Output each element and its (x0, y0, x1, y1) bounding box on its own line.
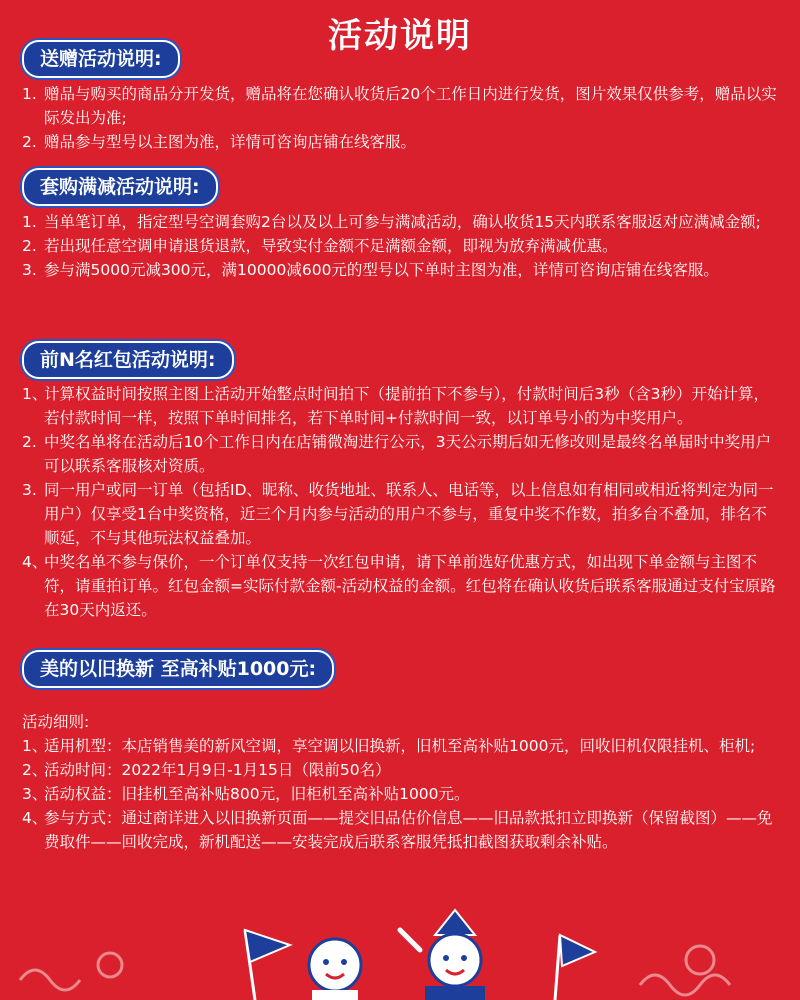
red-packet-rule-2: 2. 中奖名单将在活动后10个工作日内在店铺微淘进行公示，3天公示期后如无修改则是最终名单届时中奖用户可以联系客服核对资质。 (22, 433, 772, 475)
red-packet-body (22, 382, 782, 622)
trade-in-rule-1: 1、 适用机型：本店销售美的新风空调，享空调以旧换新，旧机至高补贴1000元，回收旧机仅限挂机、柜机; (22, 737, 756, 755)
trade-in-heading: 美的以旧换新 至高补贴1000元: (22, 650, 334, 688)
festive-mascot-illustration (0, 890, 800, 1000)
red-packet-heading: 前N名红包活动说明: (22, 341, 234, 379)
red-packet-rule-1: 1、 计算权益时间按照主图上活动开始整点时间拍下（提前拍下不参与），付款时间后3秒（含3秒）开始计算，若付款时间一样，按照下单时间排名，若下单时间+付款时间一致，以订单号小的为中奖用户。 (22, 385, 769, 427)
trade-in-rule-4: 4、 参与方式：通过商详进入以旧换新页面——提交旧品估价信息——旧品款抵扣立即换新（保留截图）——免费取件——回收完成，新机配送——安装完成后联系客服凭抵扣截图获取剩余补贴。 (22, 809, 773, 851)
trade-in-rule-3: 3、 活动权益：旧挂机至高补贴800元，旧柜机至高补贴1000元。 (22, 785, 470, 803)
red-packet-rule-3: 3. 同一用户或同一订单（包括ID、昵称、收货地址、联系人、电话等，以上信息如有相同或相近将判定为同一用户）仅享受1台中奖资格，近三个月内参与活动的用户不参与，重复中奖不作数，拍多台不叠加，排名不顺延，不与其他玩法权益叠加。 (22, 481, 774, 547)
gift-section-body (22, 82, 782, 154)
bundle-rule-1: 1. 当单笔订单，指定型号空调套购2台以及以上可参与满减活动，确认收货15天内联系客服返对应满减金额; (22, 213, 761, 231)
trade-in-rule-2: 2、 活动时间：2022年1月9日-1月15日（限前50名） (22, 761, 391, 779)
gift-rule-2: 2. 赠品参与型号以主图为准，详情可咨询店铺在线客服。 (22, 133, 417, 151)
bundle-discount-heading: 套购满减活动说明: (22, 168, 218, 206)
gift-rule-1: 1. 赠品与购买的商品分开发货，赠品将在您确认收货后20个工作日内进行发货，图片效果仅供参考，赠品以实际发出为准; (22, 85, 777, 127)
page-title: 活动说明 (328, 16, 472, 56)
bundle-rule-3: 3. 参与满5000元减300元，满10000减600元的型号以下单时主图为准，详情可咨询店铺在线客服。 (22, 261, 719, 279)
bundle-rule-2: 2. 若出现任意空调申请退货退款，导致实付金额不足满额金额，即视为放弃满减优惠。 (22, 237, 618, 255)
gift-section-heading: 送赠活动说明: (22, 40, 180, 78)
red-packet-rule-4: 4、 中奖名单不参与保价，一个订单仅支持一次红包申请，请下单前选好优惠方式，如出现下单金额与主图不符，请重拍订单。红包金额=实际付款金额-活动权益的金额。红包将在确认收货后联系客服通过支付宝原路在30天内返还。 (22, 553, 776, 619)
bundle-discount-body (22, 210, 782, 282)
trade-in-intro: 活动细则: (22, 713, 90, 731)
trade-in-body (22, 710, 782, 854)
